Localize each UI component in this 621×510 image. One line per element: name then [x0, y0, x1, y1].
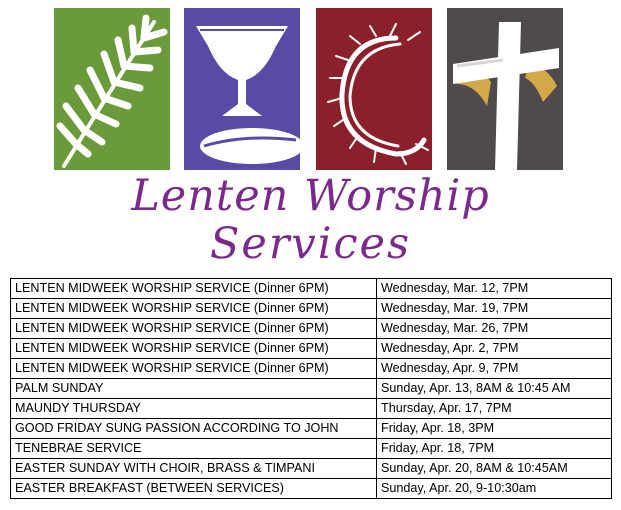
event-cell: TENEBRAE SERVICE: [11, 439, 377, 459]
date-cell: Sunday, Apr. 20, 9-10:30am: [377, 479, 612, 499]
event-cell: LENTEN MIDWEEK WORSHIP SERVICE (Dinner 6PM): [11, 279, 377, 299]
date-cell: Wednesday, Apr. 2, 7PM: [377, 339, 612, 359]
date-cell: Sunday, Apr. 13, 8AM & 10:45 AM: [377, 379, 612, 399]
event-cell: LENTEN MIDWEEK WORSHIP SERVICE (Dinner 6PM): [11, 319, 377, 339]
event-cell: LENTEN MIDWEEK WORSHIP SERVICE (Dinner 6PM): [11, 339, 377, 359]
header-banner: [54, 8, 564, 170]
event-cell: GOOD FRIDAY SUNG PASSION ACCORDING TO JOHN: [11, 419, 377, 439]
date-cell: Friday, Apr. 18, 7PM: [377, 439, 612, 459]
table-row: [11, 439, 612, 459]
event-cell: LENTEN MIDWEEK WORSHIP SERVICE (Dinner 6PM): [11, 299, 377, 319]
event-cell: EASTER SUNDAY WITH CHOIR, BRASS & TIMPANI: [11, 459, 377, 479]
event-cell: LENTEN MIDWEEK WORSHIP SERVICE (Dinner 6PM): [11, 359, 377, 379]
crown-of-thorns-icon: [316, 8, 432, 170]
table-row: [11, 319, 612, 339]
date-cell: Thursday, Apr. 17, 7PM: [377, 399, 612, 419]
thorns-panel: [316, 8, 432, 170]
table-row: [11, 339, 612, 359]
page-title: Lenten Worship: [131, 171, 490, 221]
page-subtitle: Services: [209, 219, 412, 269]
cross-panel: [447, 8, 563, 170]
date-cell: Wednesday, Apr. 9, 7PM: [377, 359, 612, 379]
chalice-icon: [184, 8, 300, 170]
table-row: [11, 419, 612, 439]
date-cell: Wednesday, Mar. 12, 7PM: [377, 279, 612, 299]
date-cell: Wednesday, Mar. 19, 7PM: [377, 299, 612, 319]
event-cell: PALM SUNDAY: [11, 379, 377, 399]
chalice-panel: [184, 8, 300, 170]
date-cell: Sunday, Apr. 20, 8AM & 10:45AM: [377, 459, 612, 479]
date-cell: Friday, Apr. 18, 3PM: [377, 419, 612, 439]
table-row: [11, 279, 612, 299]
table-row: [11, 379, 612, 399]
palm-panel: [54, 8, 170, 170]
cross-icon: [447, 8, 563, 170]
table-row: [11, 299, 612, 319]
date-cell: Wednesday, Mar. 26, 7PM: [377, 319, 612, 339]
event-cell: EASTER BREAKFAST (BETWEEN SERVICES): [11, 479, 377, 499]
event-cell: MAUNDY THURSDAY: [11, 399, 377, 419]
table-row: [11, 459, 612, 479]
service-schedule-table: [10, 278, 612, 499]
palm-frond-icon: [54, 8, 170, 170]
table-row: [11, 479, 612, 499]
table-row: [11, 359, 612, 379]
table-row: [11, 399, 612, 419]
